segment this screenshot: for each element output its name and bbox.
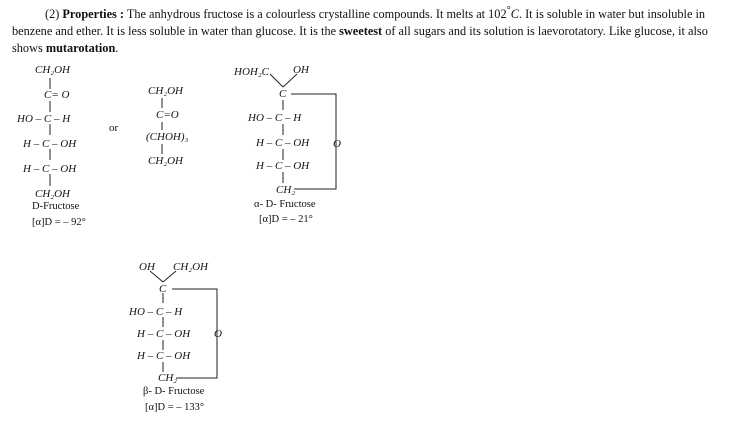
beta-ring-o: O bbox=[214, 328, 222, 340]
celsius-unit: C bbox=[510, 7, 519, 22]
or-text: or bbox=[109, 122, 119, 134]
oc-c2: C= O bbox=[44, 89, 70, 101]
beta-c2: C bbox=[159, 283, 167, 295]
oc-rotation: [α]D = – 92° bbox=[32, 217, 86, 228]
beta-top-left: OH bbox=[139, 261, 155, 273]
alpha-c4: H – C – OH bbox=[256, 137, 310, 149]
beta-c3: HO – C – H bbox=[129, 306, 183, 318]
paragraph-prefix: (2) bbox=[45, 7, 63, 22]
beta-top-right: CH₂OH bbox=[173, 261, 208, 273]
oc-name: D-Fructose bbox=[32, 201, 80, 212]
oc-c4: H – C – OH bbox=[23, 138, 77, 150]
paragraph-end: . bbox=[115, 41, 119, 56]
sweetest-word: sweetest bbox=[339, 24, 383, 39]
properties-heading: Properties : bbox=[62, 7, 124, 22]
oc-c3: HO – C – H bbox=[17, 113, 71, 125]
beta-c5: H – C – OH bbox=[137, 350, 191, 362]
degree-symbol: ° bbox=[506, 5, 511, 16]
alpha-c6: CH₂ bbox=[276, 184, 296, 196]
paragraph-body-1: The anhydrous fructose is a colourless crystalline compounds. It melts at 102 bbox=[124, 7, 507, 22]
oc-c5: H – C – OH bbox=[23, 163, 77, 175]
oc-c6: CH₂OH bbox=[35, 188, 70, 200]
beta-rotation: [α]D = – 133° bbox=[145, 402, 205, 413]
alpha-top-left: HOH₂C bbox=[234, 66, 269, 78]
alpha-name: α- D- Fructose bbox=[254, 199, 316, 210]
alpha-c5: H – C – OH bbox=[256, 160, 310, 172]
mutarotation-word: mutarotation bbox=[45, 41, 116, 56]
cd-c4: CH₂OH bbox=[148, 155, 183, 167]
beta-c4: H – C – OH bbox=[137, 328, 191, 340]
alpha-c3: HO – C – H bbox=[248, 112, 302, 124]
alpha-top-right: OH bbox=[293, 64, 309, 76]
paragraph-body-2: . It is soluble in water but insoluble in benzene and ether. It is less soluble in water than glucose. It is the bbox=[12, 7, 706, 39]
beta-c6: CH₂ bbox=[158, 372, 178, 384]
cd-c2: C=O bbox=[156, 109, 179, 121]
alpha-c2: C bbox=[279, 88, 287, 100]
alpha-ring-o: O bbox=[333, 138, 341, 150]
beta-name: β- D- Fructose bbox=[143, 386, 205, 397]
oc-c1: CH₂OH bbox=[35, 64, 70, 76]
paragraph-body-3: of all sugars and its solution is laevorotatory. Like glucose, it also shows bbox=[12, 24, 708, 56]
alpha-rotation: [α]D = – 21° bbox=[259, 214, 313, 225]
cd-c3: (CHOH)₃ bbox=[146, 131, 189, 143]
cd-c1: CH₂OH bbox=[148, 85, 183, 97]
